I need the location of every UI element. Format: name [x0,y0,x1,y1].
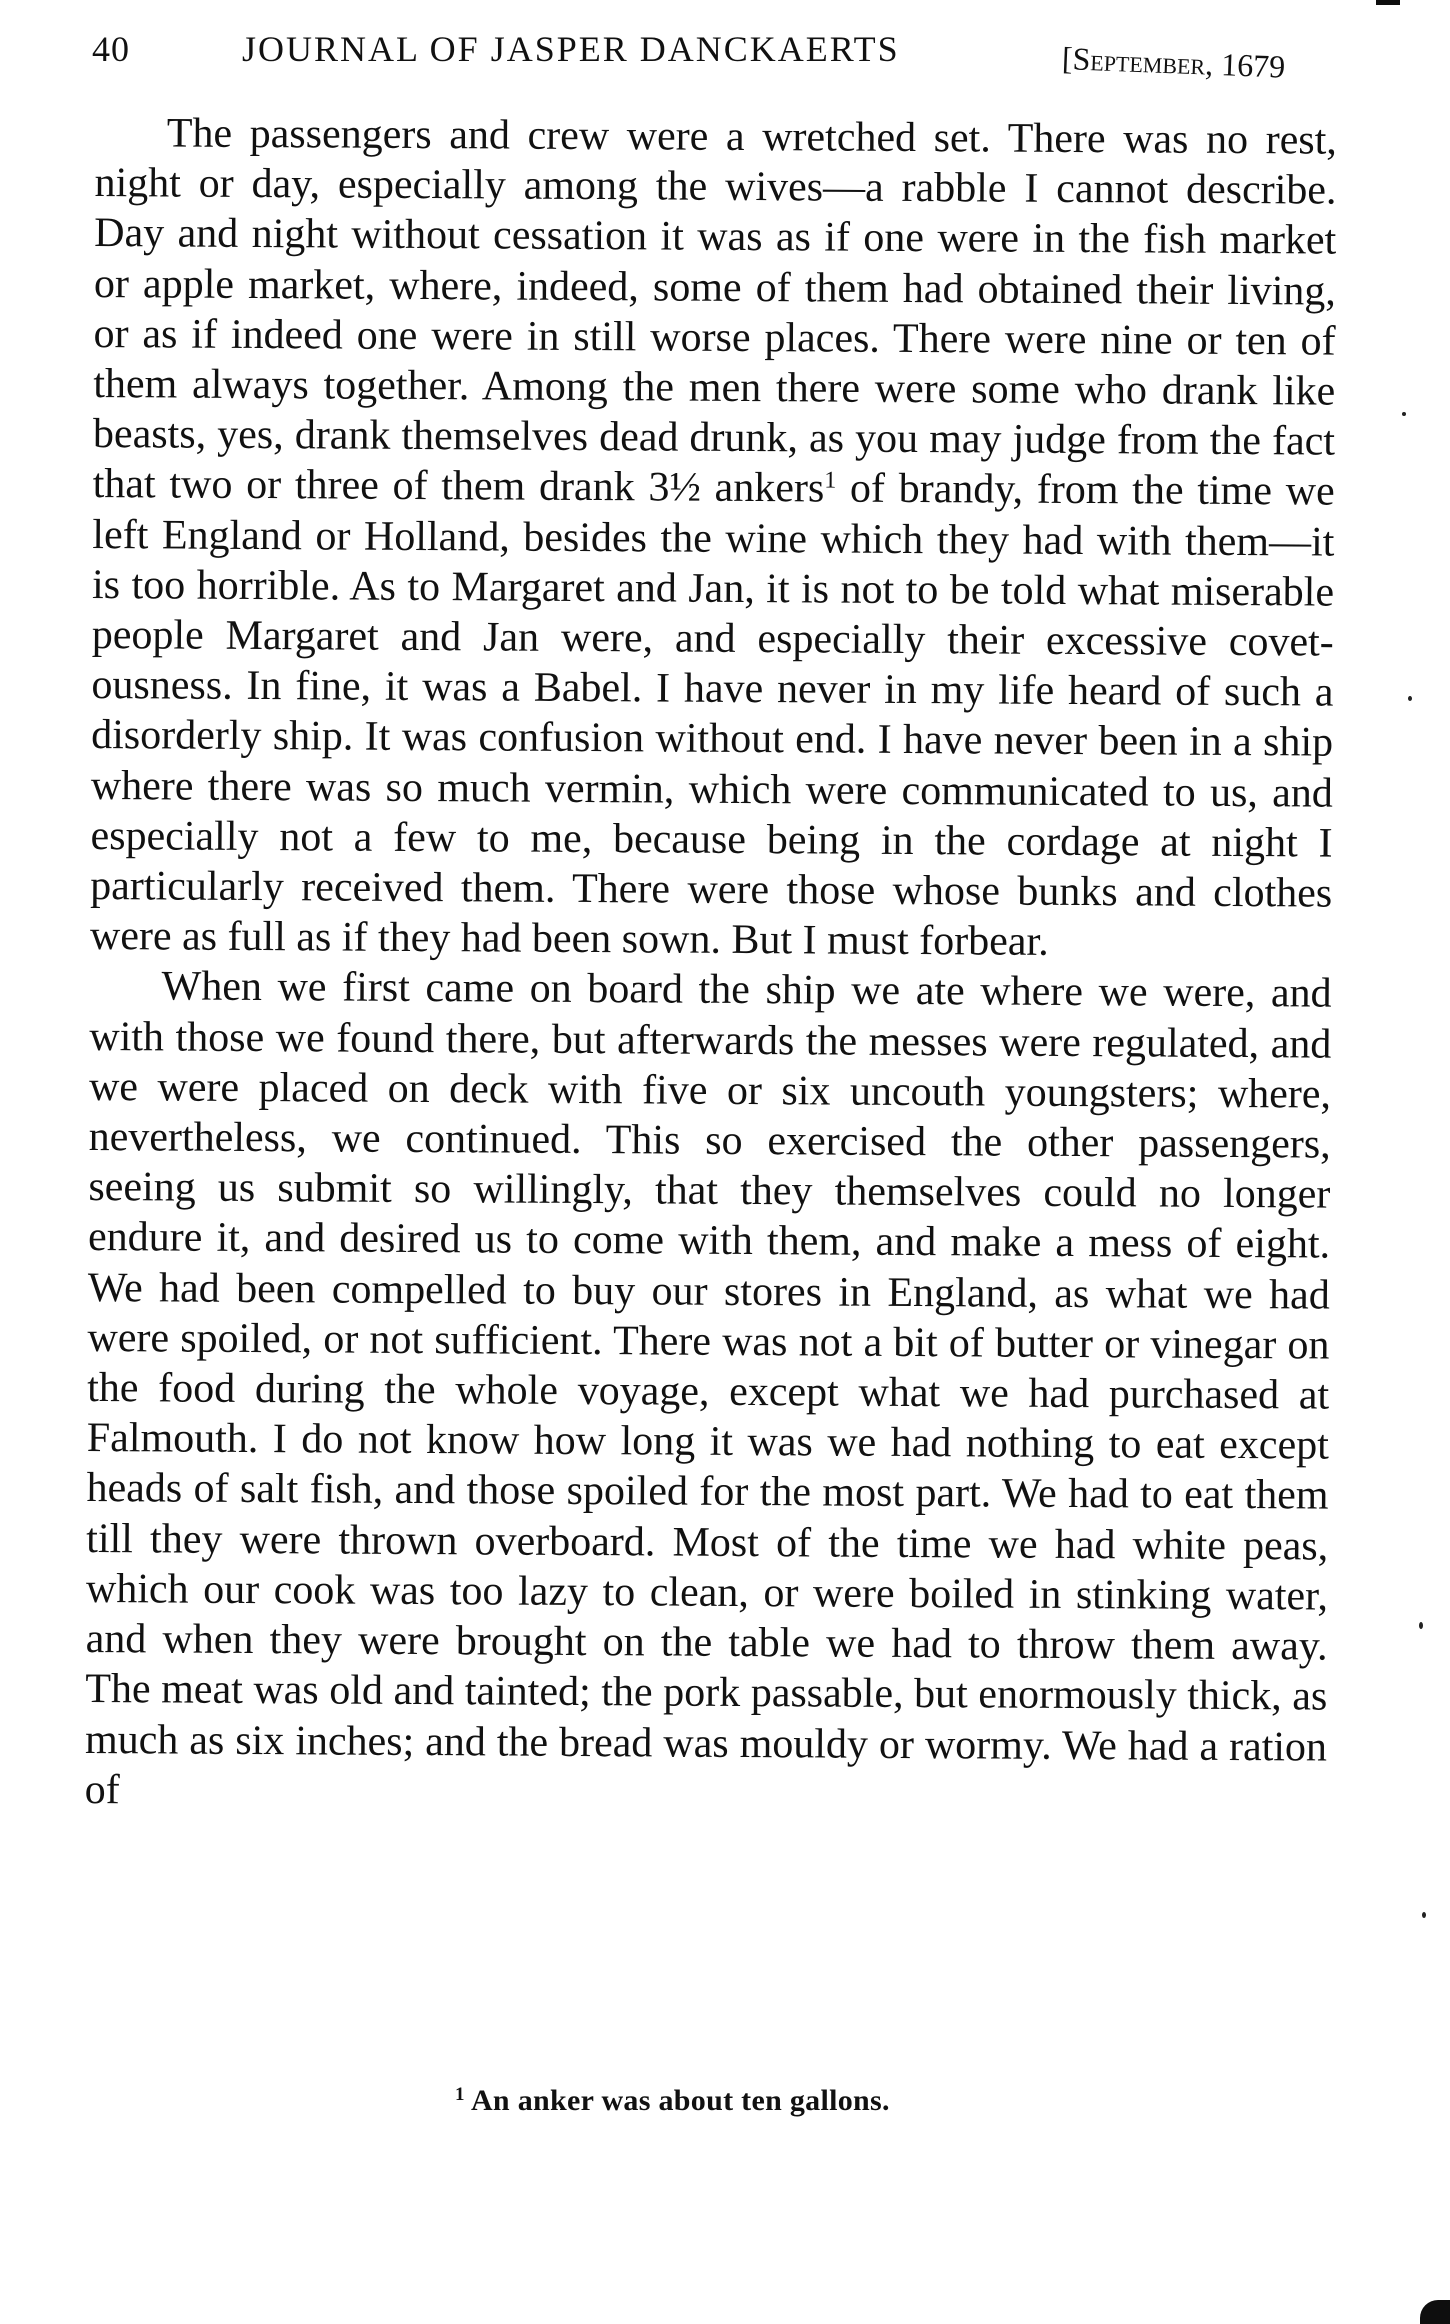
paragraph-1-text-end: of brandy, from the time we left England or Holland, besides the wine which they had with them—it is too horrible. As to Margaret and Jan, it is not to be told what miserable people Margaret and Jan were, and especially their excessive covetousness. In fine, it was a Babel. I have never in my life heard of such a disorderly ship. It was confusion without end. I have never been in a ship where there was so much vermin, which were communicated to us, and especially not a few to me, because being in the cordage at night I particularly received them. There were those whose bunks and clothes were as full as if they had been sown. But I must forbear. [89,465,1335,966]
margin-speck [1402,412,1406,416]
paragraph-1 [90,108,1337,969]
running-head [92,24,1342,84]
margin-speck [1419,1622,1423,1629]
footnote [455,2084,890,2118]
running-title: JOURNAL OF JASPER DANCKAERTS [242,29,900,69]
paragraph-2: When we first came on board the ship we ate where we were, and with those we found there, but afterwards the messes were regulated, and we were placed on deck with five or six uncouth youngsters; where, nevertheless, we continued. This so exercised the other passengers, seeing us submit so willingly, that they themselves could no longer endure it, and desired us to come with them, and make a mess of eight. We had been compelled to buy our stores in England, as what we had were spoiled, or not sufficient. There was not a bit of butter or vinegar on the food during the whole voyage, except what we had purchased at Falmouth. I do not know how long it was we had nothing to eat except heads of salt fish, and those spoiled for the most part. We had to eat them till they were thrown overboard. Most of the time we had white peas, which our cook was too lazy to clean, or were boiled in stinking water, and when they were brought on the table we had to throw them away. The meat was old and tainted; the pork passable, but enormously thick, as much as six inches; and the bread was mouldy or wormy. We had a ration of [84,963,1332,1813]
body-text [85,108,1337,1822]
footnote-marker: 1 [455,2084,465,2105]
margin-speck [1408,696,1412,701]
footnote-reference: 1 [824,467,837,494]
margin-speck [1422,1912,1426,1918]
top-edge-mark [1376,0,1400,5]
page-number: 40 [92,29,130,69]
paragraph-1-text-start: The passengers and crew were a wretched set. There was no rest, night or day, especially among the wives—a rabble I cannot describe. Day and night without cessation it was as if one were in the fish market or apple market, where, indeed, some of them had obtained their living, or as if indeed one were in still worse places. There were nine or ten of them always together. Among the men there were some who drank like beasts, yes, drank themselves dead drunk, as you may judge from the fact that two or three of them drank 3½ ankers [92,110,1337,512]
bottom-edge-mark [1420,2300,1450,2324]
running-date: [September, 1679 [1061,40,1286,85]
footnote-text: An anker was about ten gallons. [464,2084,890,2117]
